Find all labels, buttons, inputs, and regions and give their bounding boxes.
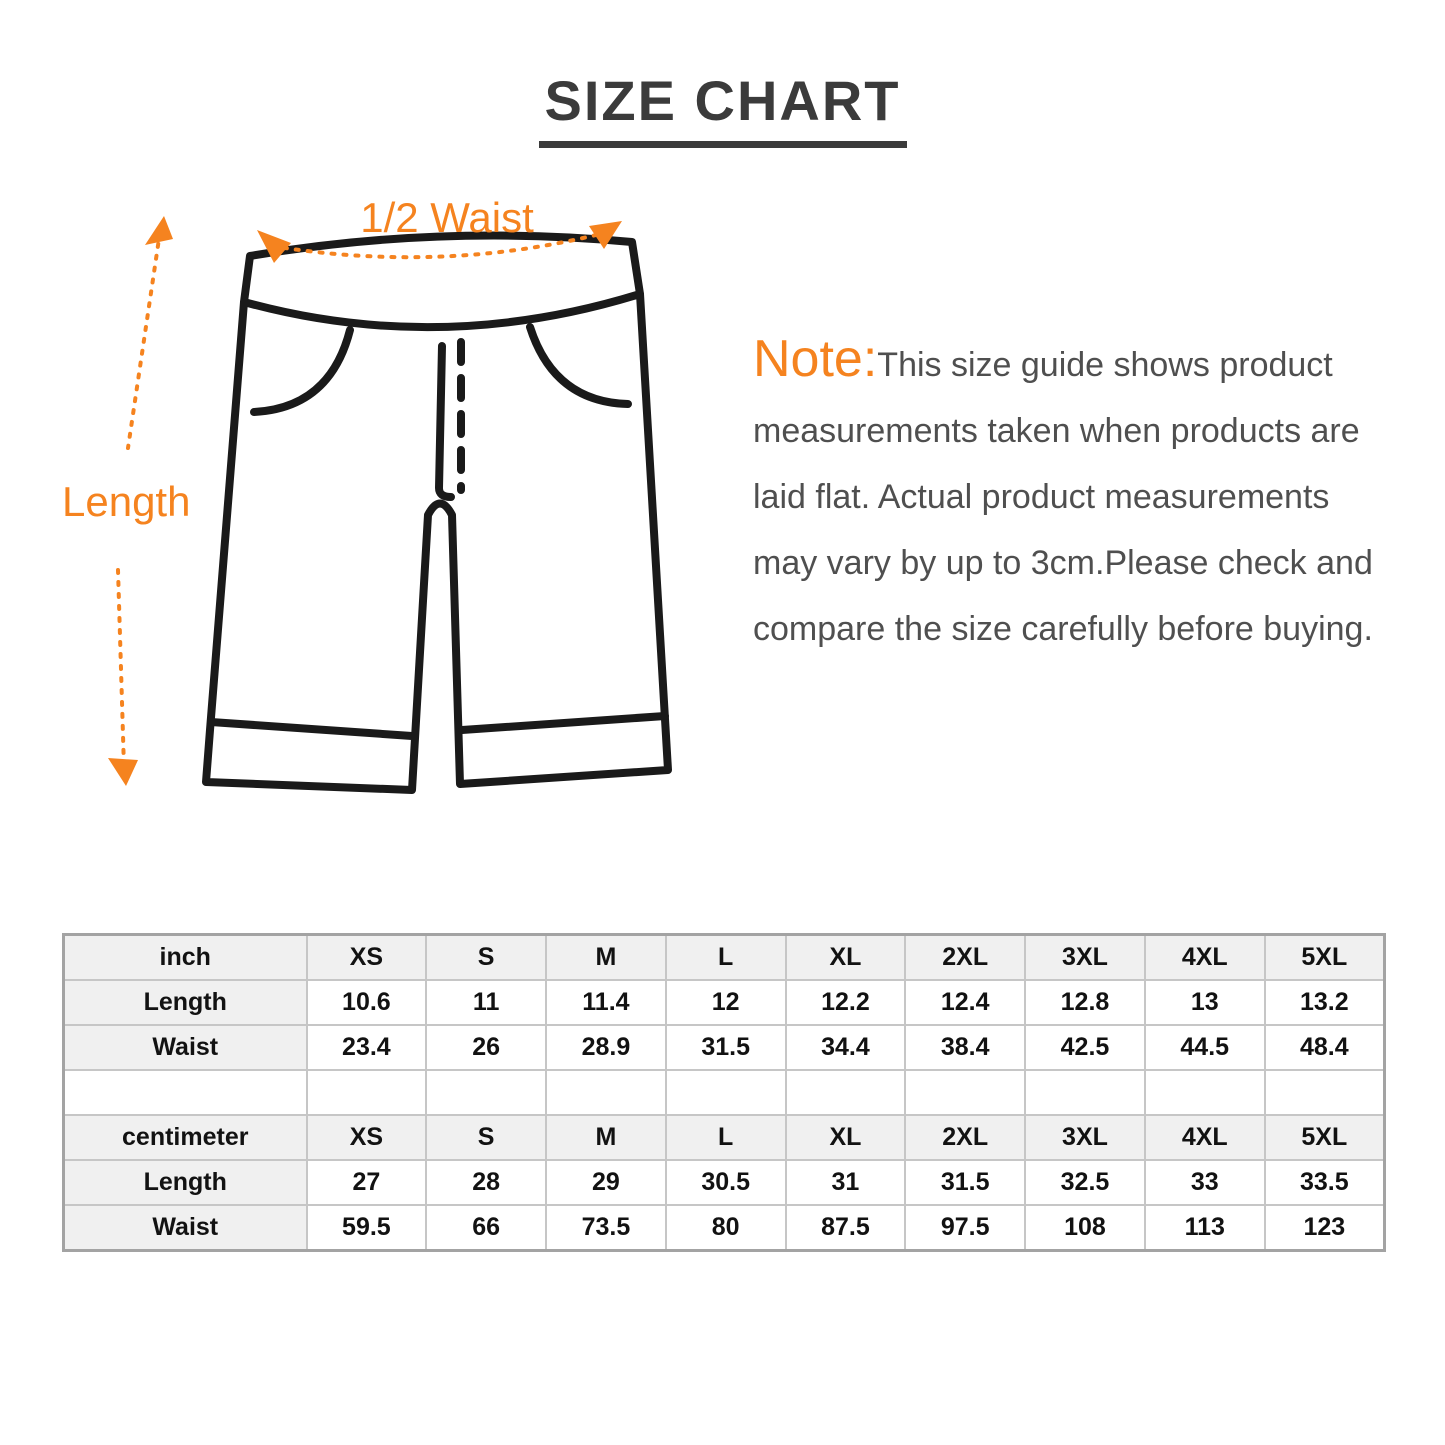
size-header-cell: M [546,1115,666,1160]
size-header-cell: 2XL [905,1115,1025,1160]
value-cell: 32.5 [1025,1160,1145,1205]
value-cell: 26 [426,1025,546,1070]
value-cell: 108 [1025,1205,1145,1251]
shorts-right-cuff [462,716,665,730]
size-header-cell: S [426,935,546,981]
empty-cell [64,1070,307,1115]
value-cell: 123 [1265,1205,1385,1251]
size-header-cell: 5XL [1265,1115,1385,1160]
value-cell: 80 [666,1205,786,1251]
unit-header-cell: centimeter [64,1115,307,1160]
note-body: This size guide shows product measurements taken when products are laid flat. Actual product measurements may vary by up to 3cm.Please check and compare the size carefully before buying. [753,346,1373,648]
spacer-row [64,1070,1385,1115]
shorts-body [206,294,668,790]
value-cell: 23.4 [307,1025,427,1070]
value-cell: 13.2 [1265,980,1385,1025]
size-header-cell: 4XL [1145,1115,1265,1160]
value-cell: 30.5 [666,1160,786,1205]
size-header-cell: XS [307,935,427,981]
waist-measure-label: 1/2 Waist [360,194,534,241]
value-cell: 12.2 [786,980,906,1025]
shorts-right-pocket [530,327,628,404]
row-label-cell: Length [64,1160,307,1205]
value-cell: 59.5 [307,1205,427,1251]
value-cell: 113 [1145,1205,1265,1251]
value-cell: 66 [426,1205,546,1251]
row-label-cell: Length [64,980,307,1025]
row-label-cell: Waist [64,1205,307,1251]
size-header-cell: 2XL [905,935,1025,981]
value-cell: 87.5 [786,1205,906,1251]
length-arrowhead-bottom [108,758,138,786]
value-cell: 42.5 [1025,1025,1145,1070]
value-cell: 29 [546,1160,666,1205]
empty-cell [1025,1070,1145,1115]
shorts-waistband [244,236,640,328]
unit-header-cell: inch [64,935,307,981]
shorts-drawing-icon [206,236,668,790]
size-header-cell: M [546,935,666,981]
shorts-fly-line [439,346,451,497]
cm-header-row [64,1115,1385,1160]
value-cell: 33 [1145,1160,1265,1205]
size-header-cell: S [426,1115,546,1160]
length-measure-label: Length [62,478,191,525]
value-cell: 31 [786,1160,906,1205]
size-chart-table [62,933,1386,1252]
shorts-diagram [60,170,760,830]
size-header-cell: 5XL [1265,935,1385,981]
empty-cell [546,1070,666,1115]
size-header-cell: 4XL [1145,935,1265,981]
value-cell: 27 [307,1160,427,1205]
empty-cell [666,1070,786,1115]
value-cell: 11.4 [546,980,666,1025]
value-cell: 44.5 [1145,1025,1265,1070]
value-cell: 12.8 [1025,980,1145,1025]
row-label-cell: Waist [64,1025,307,1070]
value-cell: 12.4 [905,980,1025,1025]
cm-length-row [64,1160,1385,1205]
value-cell: 38.4 [905,1025,1025,1070]
empty-cell [426,1070,546,1115]
cm-waist-row [64,1205,1385,1251]
value-cell: 12 [666,980,786,1025]
value-cell: 73.5 [546,1205,666,1251]
inch-header-row [64,935,1385,981]
value-cell: 34.4 [786,1025,906,1070]
size-header-cell: L [666,935,786,981]
size-header-cell: 3XL [1025,935,1145,981]
size-header-cell: XL [786,1115,906,1160]
page-title: SIZE CHART [539,68,907,148]
empty-cell [786,1070,906,1115]
inch-waist-row [64,1025,1385,1070]
size-header-cell: L [666,1115,786,1160]
value-cell: 10.6 [307,980,427,1025]
note-text [753,326,1401,662]
empty-cell [1145,1070,1265,1115]
value-cell: 28 [426,1160,546,1205]
empty-cell [905,1070,1025,1115]
size-header-cell: 3XL [1025,1115,1145,1160]
length-arrowhead-top [145,216,173,245]
value-cell: 97.5 [905,1205,1025,1251]
shorts-left-pocket [254,330,350,412]
value-cell: 33.5 [1265,1160,1385,1205]
empty-cell [307,1070,427,1115]
value-cell: 13 [1145,980,1265,1025]
value-cell: 11 [426,980,546,1025]
value-cell: 48.4 [1265,1025,1385,1070]
value-cell: 28.9 [546,1025,666,1070]
value-cell: 31.5 [666,1025,786,1070]
shorts-left-cuff [211,722,412,736]
value-cell: 31.5 [905,1160,1025,1205]
inch-length-row [64,980,1385,1025]
empty-cell [1265,1070,1385,1115]
note-prefix: Note: [753,330,878,388]
size-header-cell: XL [786,935,906,981]
size-header-cell: XS [307,1115,427,1160]
